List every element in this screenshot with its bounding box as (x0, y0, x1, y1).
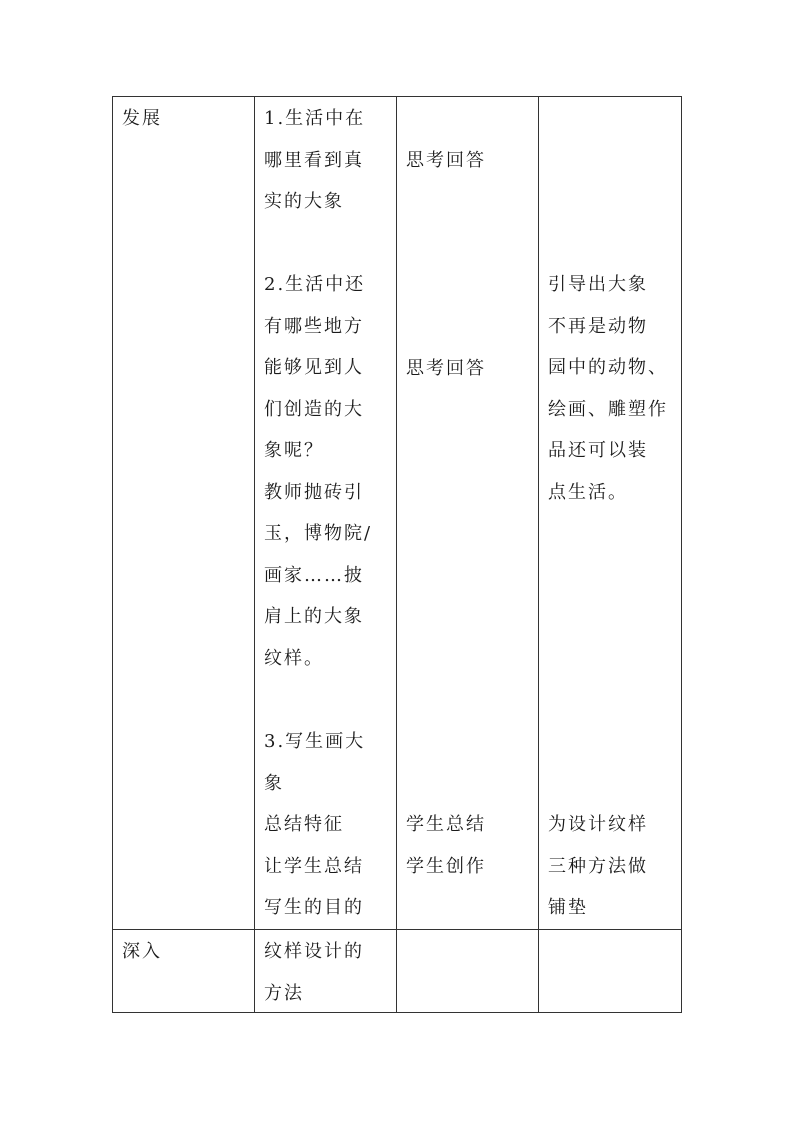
design-intent-cell (539, 930, 682, 1013)
lesson-plan-table (112, 96, 682, 1013)
student-activity-cell (397, 97, 539, 930)
stage-cell (113, 97, 255, 930)
content-cell (255, 930, 397, 1013)
content-cell (255, 97, 397, 930)
student-activity-2: 思考回答 (406, 358, 486, 379)
content-item: 纹样设计的 方法 (264, 941, 364, 1004)
table-row (113, 930, 682, 1013)
content-item-1: 1.生活中在 哪里看到真 实的大象 (264, 108, 366, 212)
table-row (113, 97, 682, 930)
student-activity-1: 思考回答 (406, 150, 486, 171)
design-intent-2: 为设计纹样 三种方法做 铺垫 (548, 814, 648, 918)
design-intent-1: 引导出大象 不再是动物 园中的动物、 绘画、雕塑作 品还可以装 点生活。 (548, 274, 668, 503)
content-item-2: 2.生活中还 有哪些地方 能够见到人 们创造的大 象呢？ 教师抛砖引 玉，博物院/ 画家……披 肩上的大象 纹样。 (264, 274, 373, 669)
stage-label: 深入 (122, 941, 162, 962)
stage-label: 发展 (122, 108, 162, 129)
student-activity-3: 学生总结 学生创作 (406, 814, 486, 877)
content-item-3: 3.写生画大 象 总结特征 让学生总结 写生的目的 (264, 731, 366, 918)
stage-cell (113, 930, 255, 1013)
student-activity-cell (397, 930, 539, 1013)
design-intent-cell (539, 97, 682, 930)
